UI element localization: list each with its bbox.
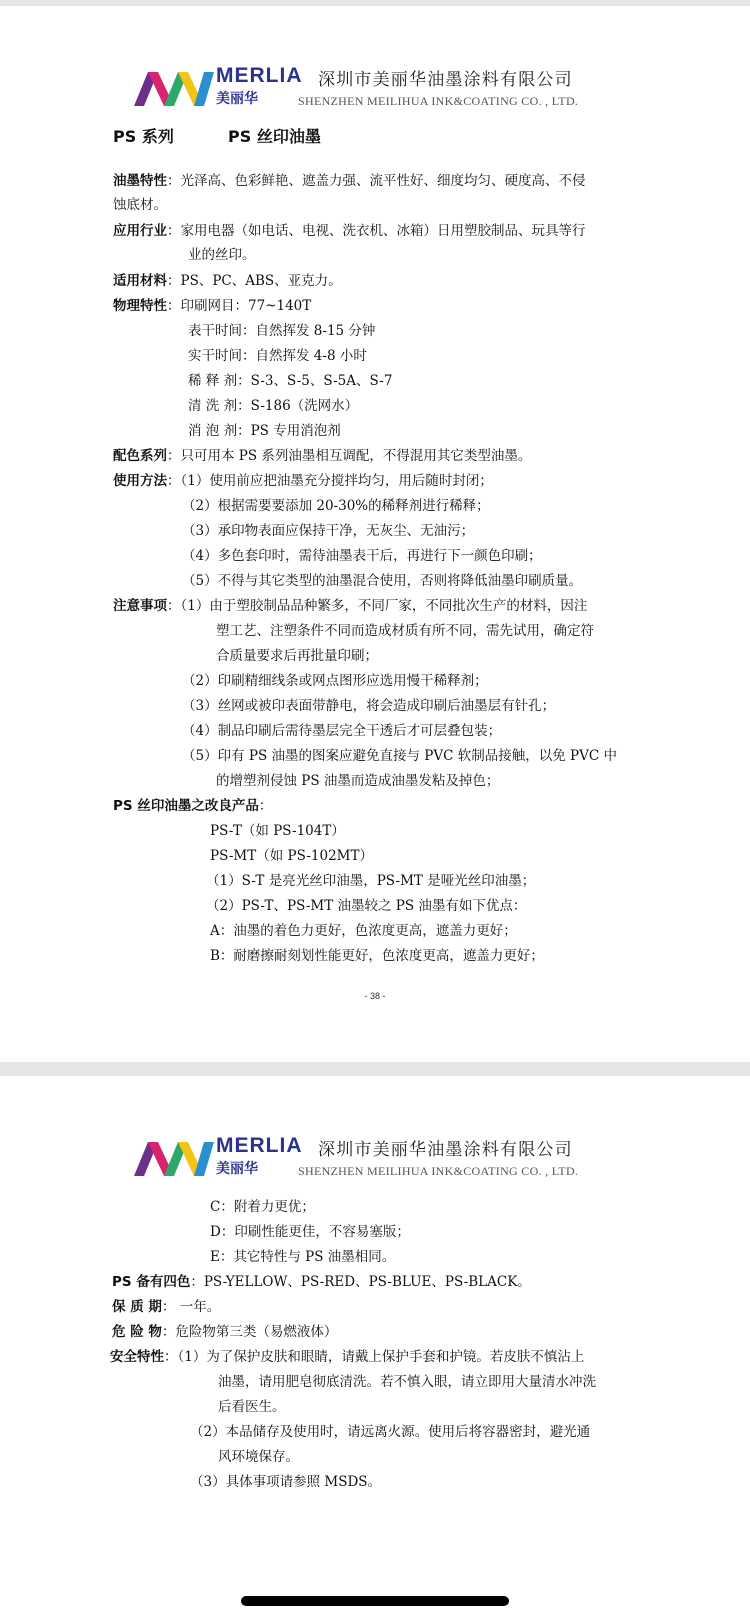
shelf-life-label: 保 质 期	[112, 1299, 162, 1315]
physical-thinner: 稀 释 剂：S-3、S-5、S-5A、S-7	[188, 373, 393, 389]
safety-item-1-cont: 油墨，请用肥皂彻底清洗。若不慎入眼，请立即用大量清水冲洗	[218, 1374, 596, 1390]
physical-surface-dry: 表干时间：自然挥发 8-15 分钟	[188, 323, 376, 339]
notes-item-1-cont2: 合质量要求后再批量印刷；	[216, 648, 378, 664]
four-colors-text: ：PS-YELLOW、PS-RED、PS-BLUE、PS-BLACK。	[190, 1274, 531, 1290]
safety-row	[110, 1348, 584, 1366]
series-title: PS 系列	[113, 127, 174, 146]
notes-item-5-cont: 的增塑剂侵蚀 PS 油墨而造成油墨发粘及掉色；	[216, 773, 500, 789]
shelf-life-row	[112, 1298, 220, 1316]
color-text: ：只可用本 PS 系列油墨相互调配，不得混用其它类型油墨。	[167, 448, 532, 464]
brand-name: MERLIA	[216, 1134, 303, 1157]
notes-label: 注意事项	[113, 598, 167, 614]
materials-text: ：PS、PC、ABS、亚克力。	[167, 273, 342, 289]
usage-item-4: （4）多色套印时，需待油墨表干后，再进行下一颜色印刷；	[182, 548, 542, 564]
improved-item-3: （1）S-T 是亮光丝印油墨，PS-MT 是哑光丝印油墨；	[206, 873, 536, 889]
safety-item-2: （2）本品储存及使用时，请远离火源。使用后将容器密封，避光通	[190, 1424, 591, 1440]
usage-item-3: （3）承印物表面应保持干净，无灰尘、无油污；	[182, 523, 475, 539]
improved-row	[113, 797, 272, 815]
brand-name: MERLIA	[216, 64, 303, 87]
notes-item-1-cont: 塑工艺、注塑条件不同而造成材质有所不同，需先试用，确定符	[216, 623, 594, 639]
four-colors-row	[112, 1273, 531, 1291]
four-colors-label: PS 备有四色	[112, 1274, 191, 1290]
materials-row	[113, 272, 342, 290]
notes-item-2: （2）印刷精细线条或网点图形应选用慢干稀释剂；	[182, 673, 488, 689]
hazard-row	[112, 1323, 337, 1341]
hazard-text: ：危险物第三类（易燃液体）	[161, 1324, 338, 1340]
page-number: - 38 -	[364, 991, 386, 1001]
color-row	[113, 447, 531, 465]
physical-row	[113, 297, 311, 315]
industry-label: 应用行业	[113, 223, 167, 239]
ink-properties-text: ：光泽高、色彩鲜艳、遮盖力强、流平性好、细度均匀、硬度高、不侵	[167, 173, 586, 189]
improved-item-b: B：耐磨擦耐刻划性能更好，色浓度更高，遮盖力更好；	[210, 948, 544, 964]
merlia-logo-icon	[134, 68, 216, 108]
usage-row	[113, 472, 493, 490]
improved-item-2: PS-MT（如 PS-102MT）	[210, 848, 373, 864]
shelf-life-text: ： 一年。	[161, 1299, 221, 1315]
usage-item-5: （5）不得与其它类型的油墨混合使用，否则将降低油墨印刷质量。	[182, 573, 583, 589]
notes-item-5: （5）印有 PS 油墨的图案应避免直接与 PVC 软制品接触，以免 PVC 中	[182, 748, 617, 764]
physical-cleaner: 清 洗 剂：S-186（洗网水）	[188, 398, 359, 414]
brand-name-cn: 美丽华	[216, 1161, 258, 1177]
industry-text: ：家用电器（如电话、电视、洗衣机、冰箱）日用塑胶制品、玩具等行	[167, 223, 586, 239]
company-name-cn: 深圳市美丽华油墨涂料有限公司	[318, 70, 573, 90]
physical-hard-dry: 实干时间：自然挥发 4-8 小时	[188, 348, 367, 364]
physical-defoamer: 消 泡 剂：PS 专用消泡剂	[188, 423, 341, 439]
safety-item-1: ：（1）为了保护皮肤和眼睛，请戴上保护手套和护镜。若皮肤不慎沾上	[164, 1349, 585, 1365]
color-label: 配色系列	[113, 448, 167, 464]
improved-label: PS 丝印油墨之改良产品	[113, 798, 259, 814]
hazard-label: 危 险 物	[112, 1324, 162, 1340]
home-indicator[interactable]	[241, 1596, 509, 1606]
product-title: PS 丝印油墨	[228, 127, 321, 146]
physical-label: 物理特性	[113, 298, 167, 314]
company-name-cn: 深圳市美丽华油墨涂料有限公司	[318, 1140, 573, 1160]
notes-item-3: （3）丝网或被印表面带静电，将会造成印刷后油墨层有针孔；	[182, 698, 556, 714]
safety-item-2-cont: 风环境保存。	[218, 1449, 299, 1465]
safety-item-3: （3）具体事项请参照 MSDS。	[190, 1474, 382, 1490]
physical-mesh: ：印刷网目：77~140T	[167, 298, 312, 314]
ink-properties-label: 油墨特性	[113, 173, 167, 189]
company-name-en: SHENZHEN MEILIHUA INK&COATING CO. , LTD.	[298, 1164, 579, 1178]
materials-label: 适用材料	[113, 273, 167, 289]
improved-item-d: D：印刷性能更佳，不容易塞版；	[210, 1224, 410, 1240]
industry-text-cont: 业的丝印。	[188, 247, 256, 263]
company-header	[134, 1134, 654, 1184]
improved-item-4: （2）PS-T、PS-MT 油墨较之 PS 油墨有如下优点：	[206, 898, 527, 914]
brand-name-cn: 美丽华	[216, 91, 258, 107]
industry-row	[113, 222, 586, 240]
notes-item-4: （4）制品印刷后需待墨层完全干透后才可层叠包装；	[182, 723, 502, 739]
company-header	[134, 64, 654, 114]
document-page-2	[0, 1076, 750, 1624]
improved-colon: ：	[258, 798, 273, 814]
usage-item-1: ：（1）使用前应把油墨充分搅拌均匀，用后随时封闭；	[167, 473, 493, 489]
improved-item-a: A：油墨的着色力更好，色浓度更高，遮盖力更好；	[210, 923, 517, 939]
improved-item-c: C：附着力更优；	[210, 1199, 315, 1215]
notes-item-1: ：（1）由于塑胶制品品种繁多，不同厂家，不同批次生产的材料，因注	[167, 598, 588, 614]
notes-row	[113, 597, 587, 615]
company-name-en: SHENZHEN MEILIHUA INK&COATING CO. , LTD.	[298, 94, 579, 108]
safety-label: 安全特性	[110, 1349, 164, 1365]
safety-item-1-cont2: 后看医生。	[218, 1399, 286, 1415]
ink-properties-row	[113, 172, 586, 190]
ink-properties-text-cont: 蚀底材。	[113, 197, 167, 213]
improved-item-e: E：其它特性与 PS 油墨相同。	[210, 1249, 396, 1265]
improved-item-1: PS-T（如 PS-104T）	[210, 823, 345, 839]
merlia-logo-icon	[134, 1138, 216, 1178]
document-page-1	[0, 6, 750, 1062]
usage-label: 使用方法	[113, 473, 167, 489]
usage-item-2: （2）根据需要要添加 20-30%的稀释剂进行稀释；	[182, 498, 490, 514]
